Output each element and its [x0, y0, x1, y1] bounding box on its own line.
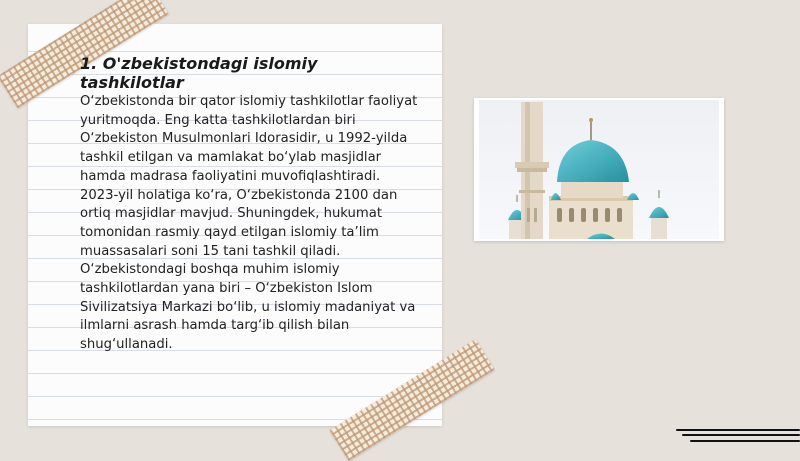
decorative-lines: [676, 425, 800, 445]
slide-body-text: O‘zbekistonda bir qator islomiy tashkilotlar faoliyat yuritmoqda. Eng katta tashkilotlardan biri O‘zbekiston Musulmonlari Idorasidir, u 1992-yilda tashkil etilgan va mamlakat bo‘ylab masjidlar hamda madrasa faoliyatini muvofiqlashtiradi. 2023-yil holatiga ko‘ra, O‘zbekistonda 2100 dan ortiq masjidlar mavjud. Shuningdek, hukumat tomonidan rasmiy qayd etilgan islomiy ta’lim muassasalari soni 15 tani tashkil qiladi. O‘zbekistondagi boshqa muhim islomiy tashkilotlardan yana biri – O‘zbekiston Islom Sivilizatsiya Markazi bo‘lib, u islomiy madaniyat va ilmlarni asrash hamda targ‘ib qilish bilan shug‘ullanadi.: [80, 94, 418, 353]
slide-title: 1. O'zbekistondagi islomiy tashkilotlar: [80, 54, 318, 92]
mosque-photo: [474, 98, 724, 241]
mosque-image: [479, 100, 719, 239]
